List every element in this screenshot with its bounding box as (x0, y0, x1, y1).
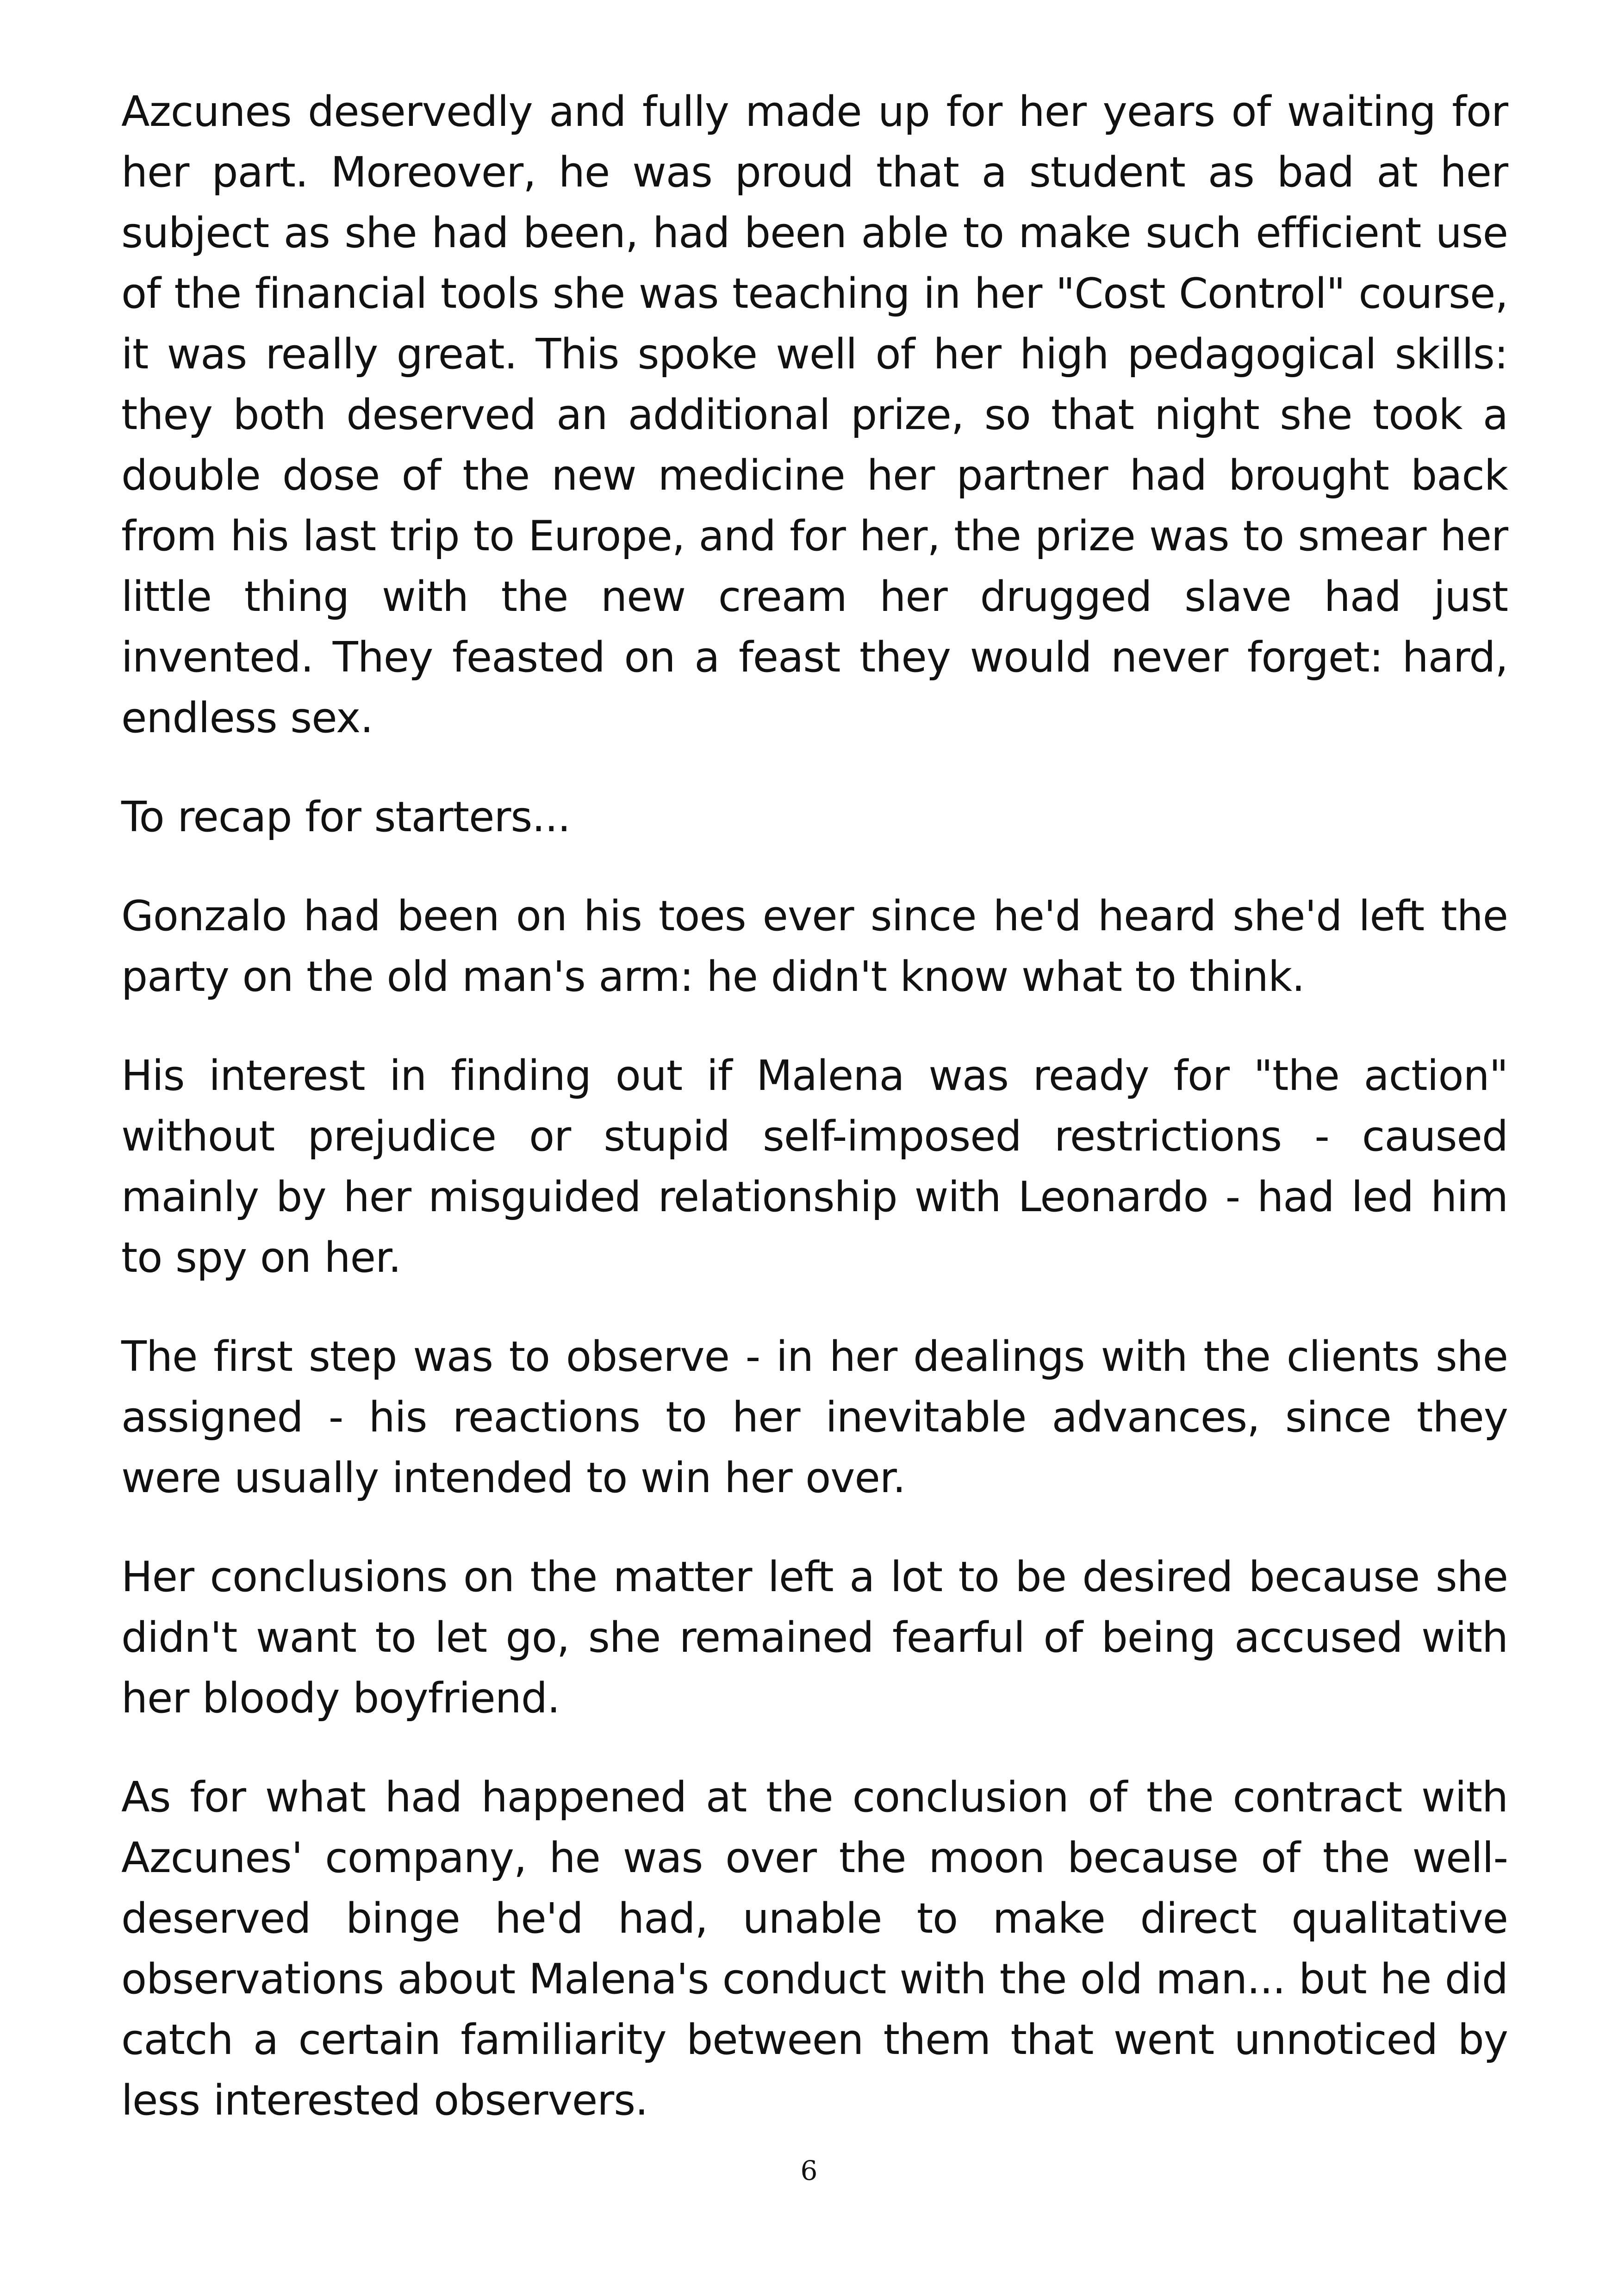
paragraph-7: As for what had happened at the conclusion of the contract with Azcunes' company, he was over the moon because of the well-deserved binge he'd had, unable to make direct qualitative observations about Malena's conduct with the old man... but he did catch a certain familiarity between them that went unnoticed by less interested observers. (121, 1773, 1508, 2125)
paragraph-6: Her conclusions on the matter left a lot to be desired because she didn't want to let go, she remained fearful of being accused with her bloody boyfriend. (121, 1553, 1508, 1723)
paragraph-5: The first step was to observe - in her dealings with the clients she assigned - his reactions to her inevitable advances, since they were usually intended to win her over. (121, 1332, 1508, 1502)
body-text (121, 81, 1508, 2131)
paragraph-3: Gonzalo had been on his toes ever since he'd heard she'd left the party on the old man's arm: he didn't know what to think. (121, 892, 1508, 1001)
page-number: 6 (800, 2155, 818, 2186)
paragraph-2: To recap for starters... (121, 793, 571, 841)
paragraph-4: His interest in finding out if Malena was ready for "the action" without prejudice or stupid self-imposed restrictions - caused mainly by her misguided relationship with Leonardo - had led him to spy on her. (121, 1052, 1508, 1282)
paragraph-1: Azcunes deservedly and fully made up for her years of waiting for her part. Moreover, he was proud that a student as bad at her subject as she had been, had been able to make such efficient use of the financial tools she was teaching in her "Cost Control" course, it was really great. This spoke well of her high pedagogical skills: they both deserved an additional prize, so that night she took a double dose of the new medicine her partner had brought back from his last trip to Europe, and for her, the prize was to smear her little thing with the new cream her drugged slave had just invented. They feasted on a feast they would never forget: hard, endless sex. (121, 87, 1508, 742)
